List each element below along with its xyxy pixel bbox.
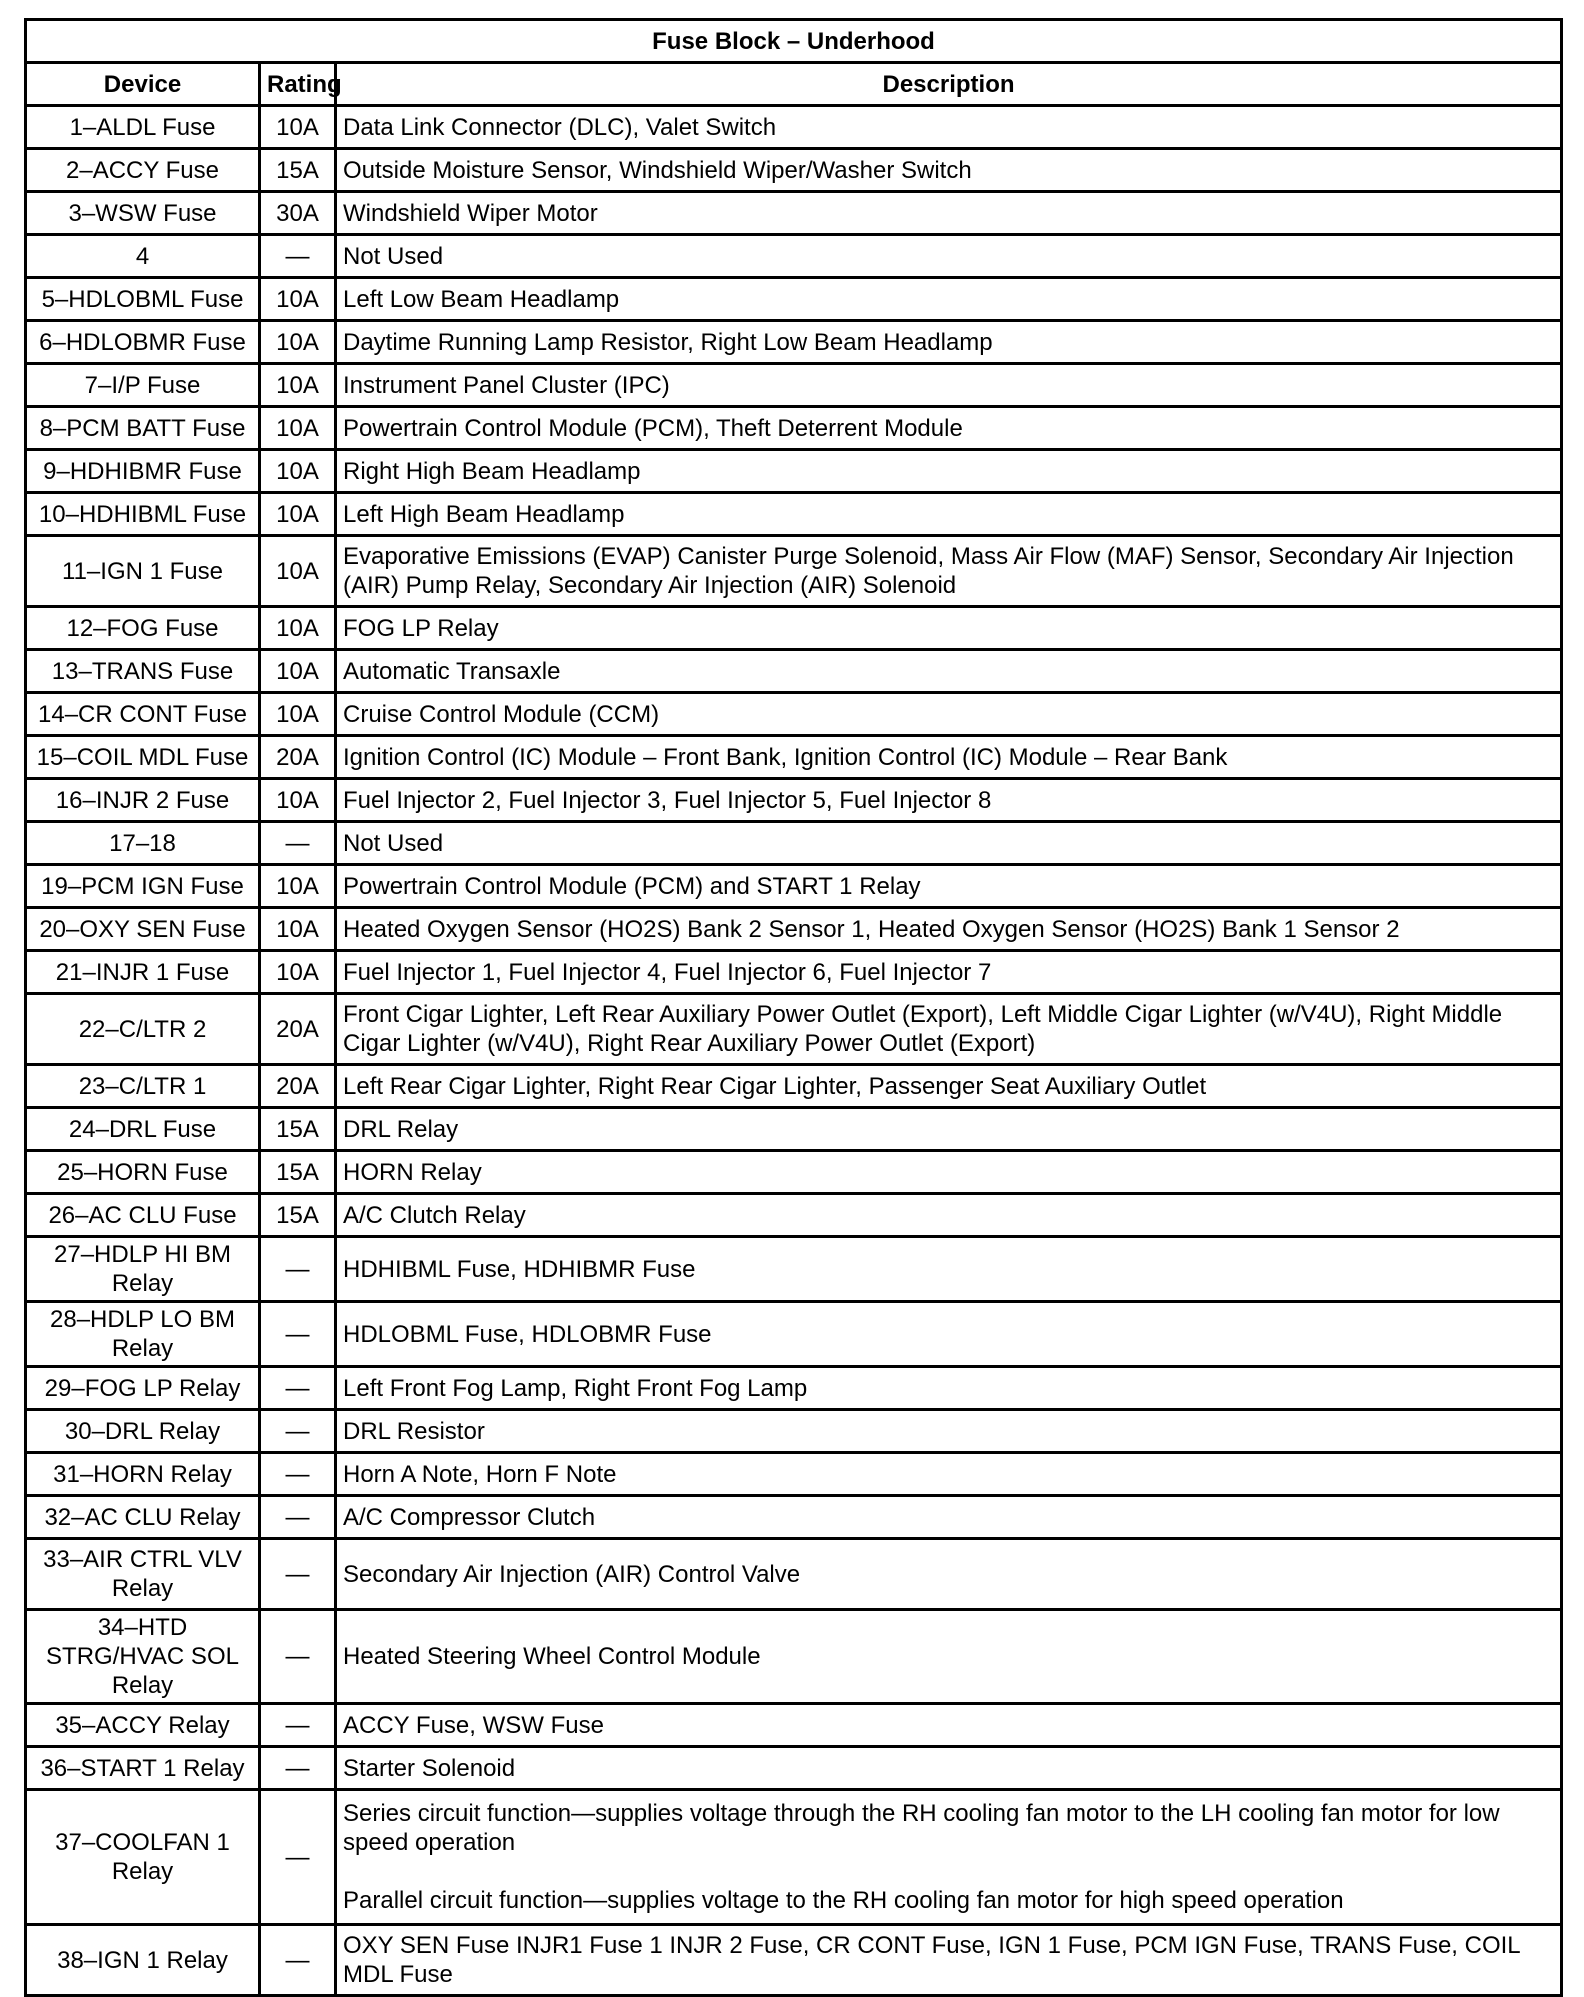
rating-cell: — (260, 235, 336, 278)
device-cell: 34–HTD STRG/HVAC SOL Relay (26, 1610, 260, 1704)
table-row (26, 1108, 1562, 1151)
description-cell: HDLOBML Fuse, HDLOBMR Fuse (336, 1302, 1562, 1367)
device-cell: 15–COIL MDL Fuse (26, 736, 260, 779)
rating-cell: — (260, 1704, 336, 1747)
rating-cell: 10A (260, 407, 336, 450)
rating-cell: 20A (260, 994, 336, 1065)
rating-cell: — (260, 1237, 336, 1302)
description-cell: ACCY Fuse, WSW Fuse (336, 1704, 1562, 1747)
rating-cell: — (260, 1302, 336, 1367)
rating-cell: — (260, 1925, 336, 1996)
table-row (26, 1302, 1562, 1367)
description-cell: Left Low Beam Headlamp (336, 278, 1562, 321)
rating-cell: — (260, 1367, 336, 1410)
table-row (26, 1065, 1562, 1108)
description-cell: A/C Compressor Clutch (336, 1496, 1562, 1539)
description-cell: Heated Steering Wheel Control Module (336, 1610, 1562, 1704)
table-row (26, 779, 1562, 822)
table-row (26, 1704, 1562, 1747)
rating-cell: 15A (260, 1194, 336, 1237)
device-cell: 24–DRL Fuse (26, 1108, 260, 1151)
rating-cell: 10A (260, 278, 336, 321)
rating-cell: 20A (260, 1065, 336, 1108)
description-cell: Secondary Air Injection (AIR) Control Valve (336, 1539, 1562, 1610)
device-cell: 3–WSW Fuse (26, 192, 260, 235)
device-cell: 11–IGN 1 Fuse (26, 536, 260, 607)
table-row (26, 650, 1562, 693)
table-row (26, 607, 1562, 650)
table-row (26, 1237, 1562, 1302)
description-cell: Evaporative Emissions (EVAP) Canister Purge Solenoid, Mass Air Flow (MAF) Sensor, Secondary Air Injection (AIR) Pump Relay, Secondary Air Injection (AIR) Solenoid (336, 536, 1562, 607)
description-cell: Powertrain Control Module (PCM) and START 1 Relay (336, 865, 1562, 908)
description-cell: Not Used (336, 235, 1562, 278)
description-cell: Windshield Wiper Motor (336, 192, 1562, 235)
table-row (26, 693, 1562, 736)
table-row (26, 1610, 1562, 1704)
table-row (26, 1539, 1562, 1610)
device-cell: 28–HDLP LO BM Relay (26, 1302, 260, 1367)
rating-cell: 10A (260, 364, 336, 407)
description-paragraph: Series circuit function—supplies voltage through the RH cooling fan motor to the LH cooling fan motor for low speed operation (343, 1800, 1500, 1856)
description-cell: Outside Moisture Sensor, Windshield Wiper/Washer Switch (336, 149, 1562, 192)
device-cell: 37–COOLFAN 1 Relay (26, 1790, 260, 1925)
table-row (26, 1496, 1562, 1539)
column-header-device: Device (26, 63, 260, 106)
rating-cell: — (260, 1610, 336, 1704)
rating-cell: — (260, 1747, 336, 1790)
device-cell: 13–TRANS Fuse (26, 650, 260, 693)
rating-cell: 10A (260, 607, 336, 650)
table-row (26, 321, 1562, 364)
device-cell: 8–PCM BATT Fuse (26, 407, 260, 450)
device-cell: 16–INJR 2 Fuse (26, 779, 260, 822)
device-cell: 19–PCM IGN Fuse (26, 865, 260, 908)
rating-cell: 15A (260, 1151, 336, 1194)
device-cell: 38–IGN 1 Relay (26, 1925, 260, 1996)
description-cell: Right High Beam Headlamp (336, 450, 1562, 493)
device-cell: 17–18 (26, 822, 260, 865)
rating-cell: — (260, 1496, 336, 1539)
table-row (26, 1367, 1562, 1410)
table-row (26, 865, 1562, 908)
device-cell: 33–AIR CTRL VLV Relay (26, 1539, 260, 1610)
device-cell: 10–HDHIBML Fuse (26, 493, 260, 536)
table-row (26, 1453, 1562, 1496)
description-cell: Instrument Panel Cluster (IPC) (336, 364, 1562, 407)
table-row (26, 908, 1562, 951)
rating-cell: 10A (260, 908, 336, 951)
description-cell: Automatic Transaxle (336, 650, 1562, 693)
description-cell: FOG LP Relay (336, 607, 1562, 650)
rating-cell: — (260, 1539, 336, 1610)
table-row (26, 1410, 1562, 1453)
rating-cell: 15A (260, 1108, 336, 1151)
rating-cell: 10A (260, 951, 336, 994)
rating-cell: 15A (260, 149, 336, 192)
table-row (26, 364, 1562, 407)
device-cell: 22–C/LTR 2 (26, 994, 260, 1065)
device-cell: 32–AC CLU Relay (26, 1496, 260, 1539)
column-header-description: Description (336, 63, 1562, 106)
device-cell: 6–HDLOBMR Fuse (26, 321, 260, 364)
table-row (26, 1194, 1562, 1237)
table-row (26, 1747, 1562, 1790)
description-cell: Heated Oxygen Sensor (HO2S) Bank 2 Sensor 1, Heated Oxygen Sensor (HO2S) Bank 1 Sensor 2 (336, 908, 1562, 951)
device-cell: 9–HDHIBMR Fuse (26, 450, 260, 493)
device-cell: 23–C/LTR 1 (26, 1065, 260, 1108)
rating-cell: 10A (260, 450, 336, 493)
device-cell: 36–START 1 Relay (26, 1747, 260, 1790)
device-cell: 31–HORN Relay (26, 1453, 260, 1496)
device-cell: 30–DRL Relay (26, 1410, 260, 1453)
description-cell: Daytime Running Lamp Resistor, Right Low Beam Headlamp (336, 321, 1562, 364)
rating-cell: 10A (260, 779, 336, 822)
rating-cell: 10A (260, 693, 336, 736)
rating-cell: 10A (260, 321, 336, 364)
device-cell: 14–CR CONT Fuse (26, 693, 260, 736)
table-row (26, 951, 1562, 994)
table-row (26, 450, 1562, 493)
description-cell: A/C Clutch Relay (336, 1194, 1562, 1237)
device-cell: 1–ALDL Fuse (26, 106, 260, 149)
table-row (26, 536, 1562, 607)
description-cell (336, 1790, 1562, 1925)
device-cell: 26–AC CLU Fuse (26, 1194, 260, 1237)
description-cell: Powertrain Control Module (PCM), Theft Deterrent Module (336, 407, 1562, 450)
device-cell: 2–ACCY Fuse (26, 149, 260, 192)
rating-cell: 30A (260, 192, 336, 235)
device-cell: 4 (26, 235, 260, 278)
description-cell: Left High Beam Headlamp (336, 493, 1562, 536)
description-cell: Fuel Injector 2, Fuel Injector 3, Fuel Injector 5, Fuel Injector 8 (336, 779, 1562, 822)
description-cell: OXY SEN Fuse INJR1 Fuse 1 INJR 2 Fuse, CR CONT Fuse, IGN 1 Fuse, PCM IGN Fuse, TRANS Fuse, COIL MDL Fuse (336, 1925, 1562, 1996)
rating-cell: 20A (260, 736, 336, 779)
description-cell: Starter Solenoid (336, 1747, 1562, 1790)
rating-cell: — (260, 1790, 336, 1925)
description-cell: Ignition Control (IC) Module – Front Bank, Ignition Control (IC) Module – Rear Bank (336, 736, 1562, 779)
rating-cell: 10A (260, 865, 336, 908)
table-title: Fuse Block – Underhood (26, 20, 1562, 63)
description-cell: Left Rear Cigar Lighter, Right Rear Cigar Lighter, Passenger Seat Auxiliary Outlet (336, 1065, 1562, 1108)
device-cell: 35–ACCY Relay (26, 1704, 260, 1747)
paragraph-spacer (343, 1857, 1554, 1886)
table-row (26, 149, 1562, 192)
description-paragraph: Parallel circuit function—supplies voltage to the RH cooling fan motor for high speed operation (343, 1887, 1344, 1914)
description-cell: HDHIBML Fuse, HDHIBMR Fuse (336, 1237, 1562, 1302)
device-cell: 12–FOG Fuse (26, 607, 260, 650)
fuse-block-table (24, 18, 1563, 1997)
rating-cell: 10A (260, 536, 336, 607)
description-cell: Data Link Connector (DLC), Valet Switch (336, 106, 1562, 149)
table-title-row (26, 20, 1562, 63)
table-row (26, 736, 1562, 779)
rating-cell: 10A (260, 493, 336, 536)
table-row (26, 106, 1562, 149)
device-cell: 21–INJR 1 Fuse (26, 951, 260, 994)
description-cell: Cruise Control Module (CCM) (336, 693, 1562, 736)
table-row (26, 1925, 1562, 1996)
table-row (26, 235, 1562, 278)
rating-cell: — (260, 1410, 336, 1453)
description-cell: Not Used (336, 822, 1562, 865)
description-cell: Horn A Note, Horn F Note (336, 1453, 1562, 1496)
device-cell: 7–I/P Fuse (26, 364, 260, 407)
column-header-rating: Rating (260, 63, 336, 106)
table-row (26, 278, 1562, 321)
table-row (26, 493, 1562, 536)
description-cell: HORN Relay (336, 1151, 1562, 1194)
table-row (26, 1151, 1562, 1194)
description-cell: Fuel Injector 1, Fuel Injector 4, Fuel Injector 6, Fuel Injector 7 (336, 951, 1562, 994)
rating-cell: 10A (260, 106, 336, 149)
device-cell: 20–OXY SEN Fuse (26, 908, 260, 951)
table-row (26, 994, 1562, 1065)
table-row (26, 407, 1562, 450)
rating-cell: — (260, 1453, 336, 1496)
description-cell: Left Front Fog Lamp, Right Front Fog Lamp (336, 1367, 1562, 1410)
device-cell: 29–FOG LP Relay (26, 1367, 260, 1410)
table-row (26, 192, 1562, 235)
table-row (26, 822, 1562, 865)
rating-cell: 10A (260, 650, 336, 693)
description-cell: DRL Relay (336, 1108, 1562, 1151)
device-cell: 5–HDLOBML Fuse (26, 278, 260, 321)
rating-cell: — (260, 822, 336, 865)
description-cell: Front Cigar Lighter, Left Rear Auxiliary Power Outlet (Export), Left Middle Cigar Lighter (w/V4U), Right Middle Cigar Lighter (w/V4U), Right Rear Auxiliary Power Outlet (Export) (336, 994, 1562, 1065)
device-cell: 27–HDLP HI BM Relay (26, 1237, 260, 1302)
device-cell: 25–HORN Fuse (26, 1151, 260, 1194)
table-header-row (26, 63, 1562, 106)
table-row (26, 1790, 1562, 1925)
description-cell: DRL Resistor (336, 1410, 1562, 1453)
